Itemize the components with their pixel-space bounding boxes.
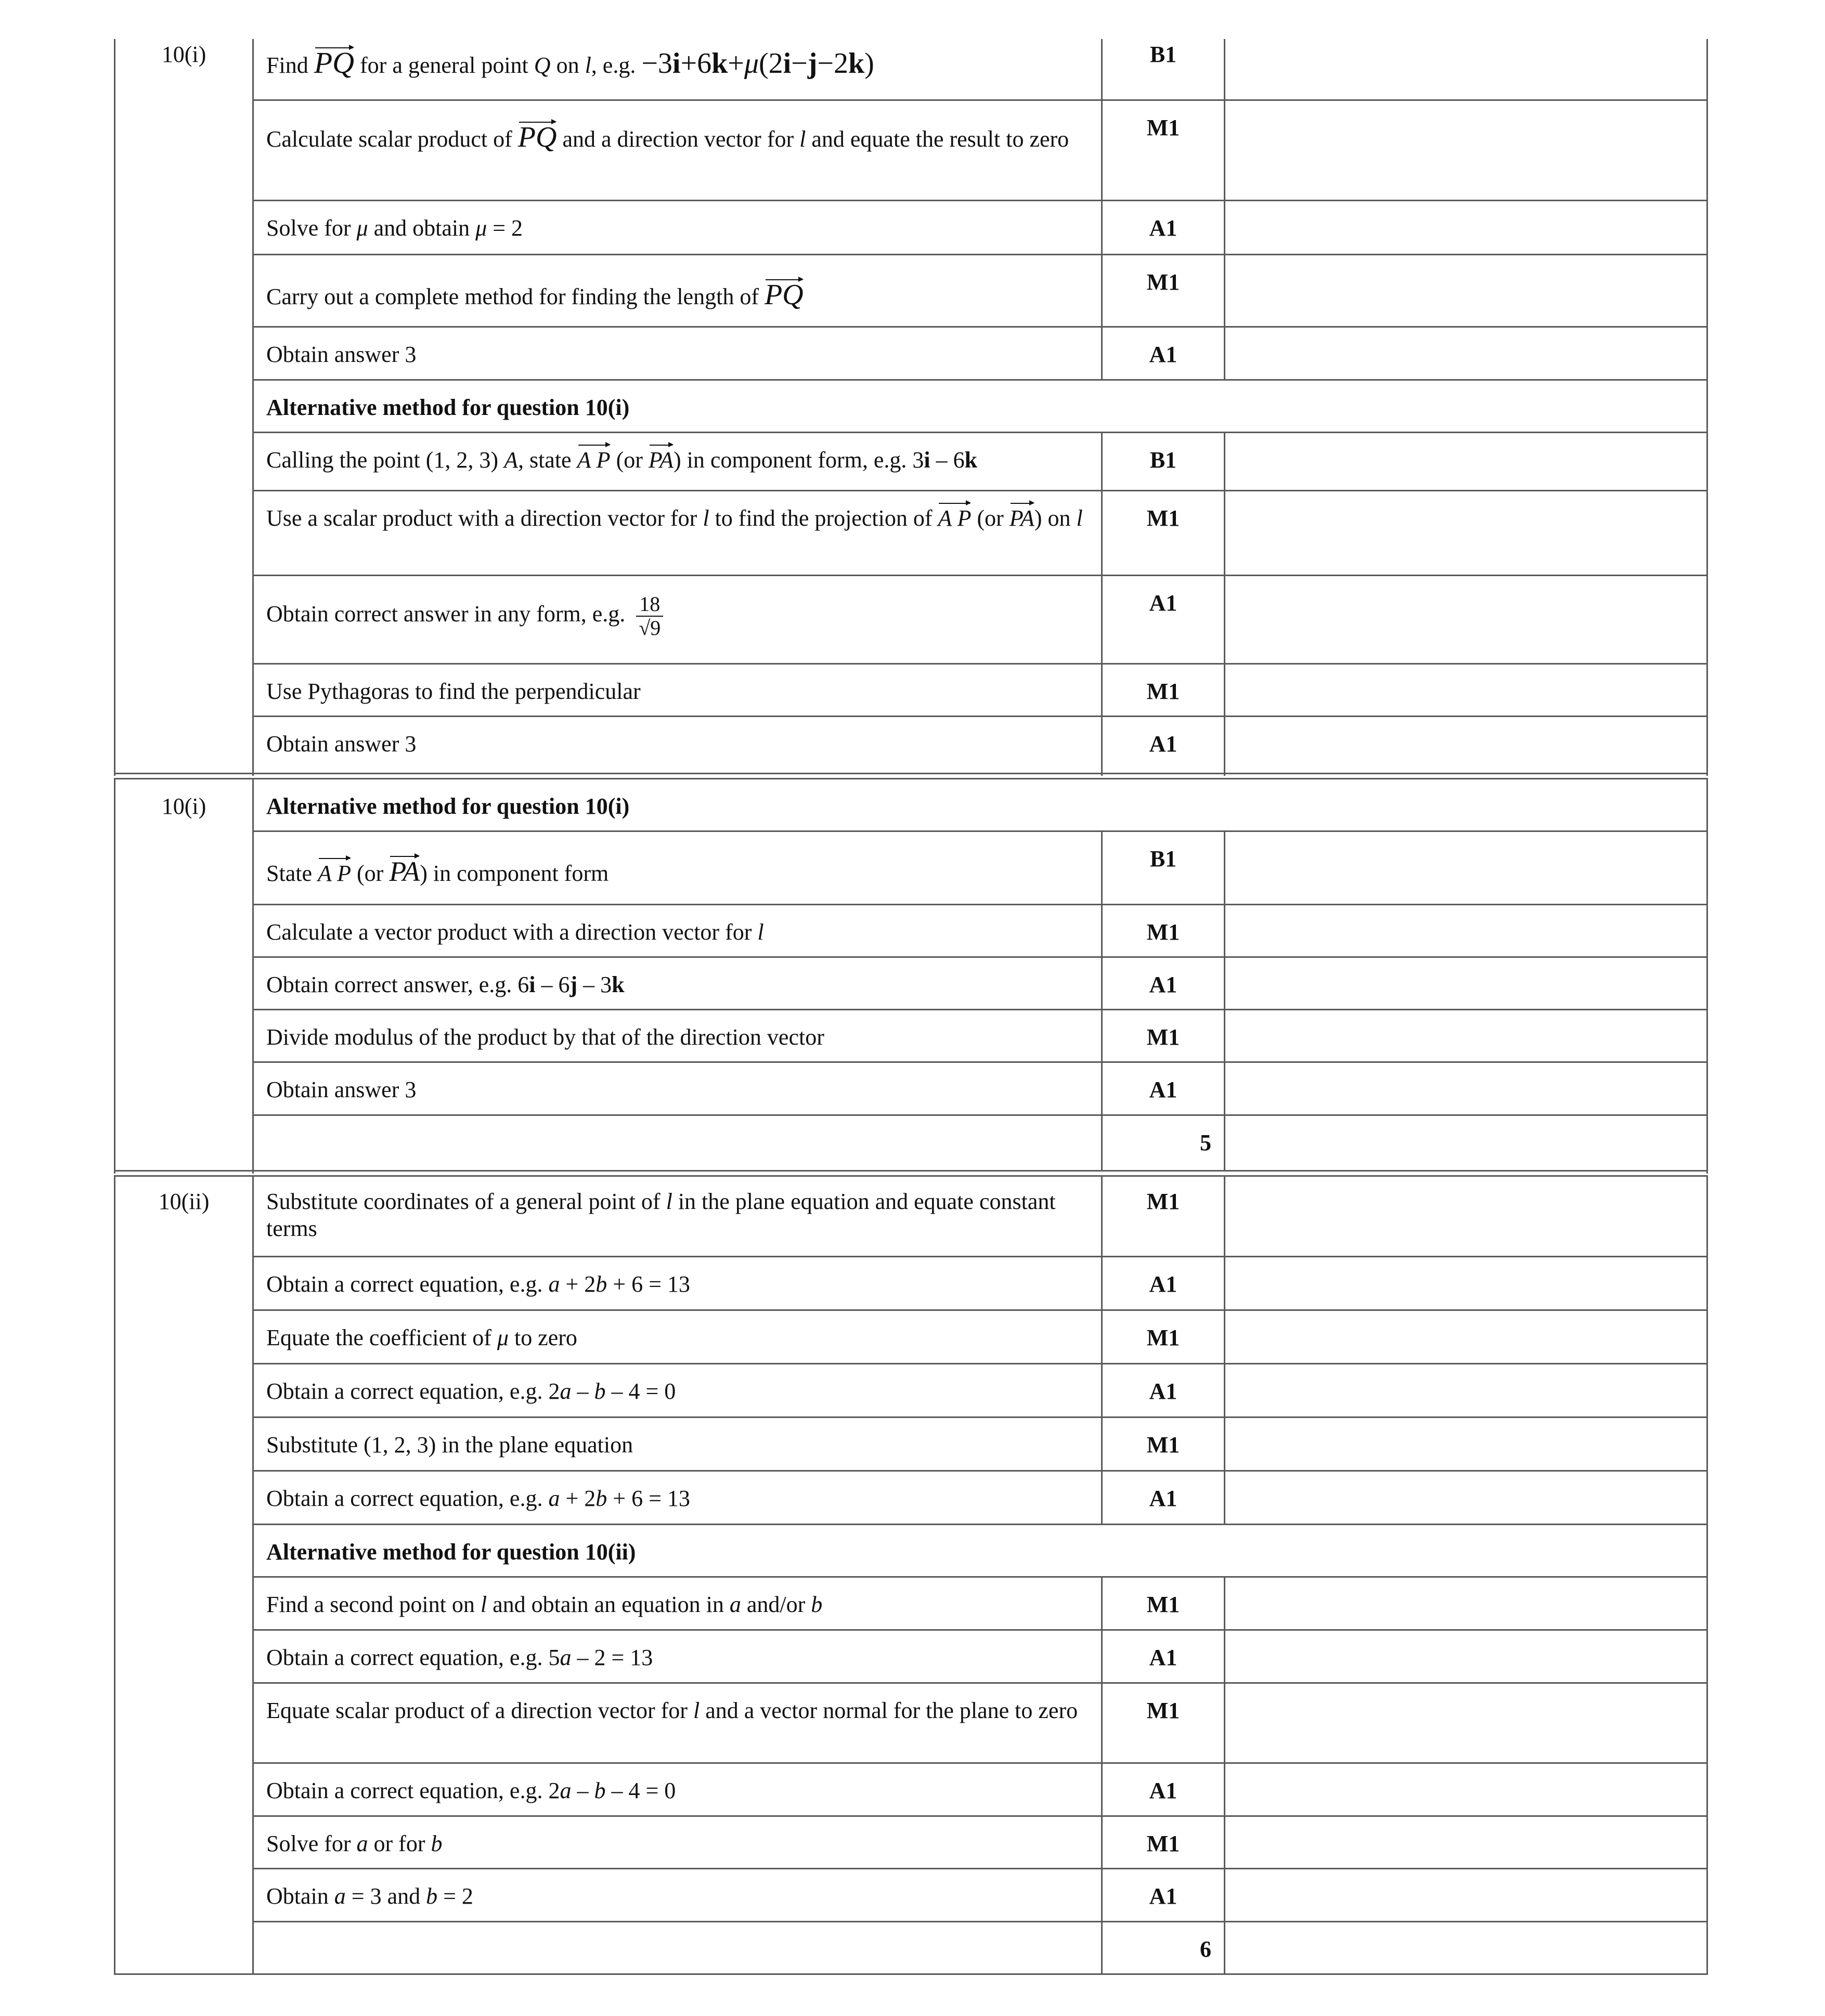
mark-cell: A1 bbox=[1103, 1472, 1225, 1524]
total-mark: 6 bbox=[1103, 1922, 1225, 1973]
mark-cell: A1 bbox=[1103, 958, 1225, 1009]
mark-cell: M1 bbox=[1103, 665, 1225, 716]
total-mark: 5 bbox=[1103, 1116, 1225, 1170]
guidance-cell bbox=[1225, 1578, 1706, 1629]
question-label: 10(i) bbox=[161, 794, 206, 819]
guidance-cell bbox=[1225, 832, 1706, 904]
answer-cell: Obtain correct answer, e.g. 6i – 6j – 3k bbox=[254, 958, 1103, 1009]
answer-cell: Obtain answer 3 bbox=[254, 1063, 1103, 1114]
mark-row bbox=[254, 101, 1706, 201]
mark-cell: A1 bbox=[1103, 1764, 1225, 1815]
guidance-cell bbox=[1225, 1684, 1706, 1762]
answer-cell: Calculate scalar product of PQ and a direction vector for l and equate the result to zero bbox=[254, 101, 1103, 200]
mark-row bbox=[254, 1063, 1706, 1116]
answer-cell: Use Pythagoras to find the perpendicular bbox=[254, 665, 1103, 716]
answer-cell: Obtain a correct equation, e.g. 5a – 2 = 13 bbox=[254, 1631, 1103, 1682]
section-separator bbox=[114, 773, 1708, 774]
mark-cell: A1 bbox=[1103, 1364, 1225, 1416]
mark-row bbox=[254, 39, 1706, 101]
mark-row bbox=[254, 1869, 1706, 1922]
guidance-cell bbox=[1225, 1817, 1706, 1868]
guidance-cell bbox=[1225, 1472, 1706, 1524]
guidance-cell bbox=[1225, 491, 1706, 575]
mark-row bbox=[254, 1684, 1706, 1764]
guidance-cell bbox=[1225, 1311, 1706, 1363]
guidance-cell bbox=[1225, 905, 1706, 956]
guidance-cell bbox=[1225, 1177, 1706, 1256]
total-row bbox=[254, 1116, 1706, 1170]
alt-method-heading-row bbox=[254, 779, 1706, 832]
guidance-cell bbox=[1225, 665, 1706, 716]
mark-cell: A1 bbox=[1103, 201, 1225, 254]
mark-row bbox=[254, 1010, 1706, 1063]
answer-cell: Substitute (1, 2, 3) in the plane equation bbox=[254, 1418, 1103, 1470]
answer-cell: State A P (or PA) in component form bbox=[254, 832, 1103, 904]
mark-row bbox=[254, 832, 1706, 905]
mark-row bbox=[254, 958, 1706, 1010]
guidance-cell bbox=[1225, 1364, 1706, 1416]
question-block-10ii bbox=[114, 1177, 1708, 1975]
answer-cell: Calling the point (1, 2, 3) A, state A P (or PA) in component form, e.g. 3i – 6k bbox=[254, 433, 1103, 490]
answer-cell: Find PQ for a general point Q on l, e.g. −3i+6k+μ(2i−j−2k) bbox=[254, 39, 1103, 99]
alt-method-heading-row bbox=[254, 1525, 1706, 1578]
mark-cell: M1 bbox=[1103, 1817, 1225, 1868]
question-block-10i bbox=[114, 39, 1708, 776]
alt-method-heading: Alternative method for question 10(i) bbox=[266, 395, 630, 420]
answer-cell: Obtain answer 3 bbox=[254, 717, 1103, 776]
answer-cell: Obtain answer 3 bbox=[254, 328, 1103, 379]
mark-row bbox=[254, 717, 1706, 776]
guidance-cell bbox=[1225, 1922, 1706, 1973]
answer-cell: Obtain a correct equation, e.g. a + 2b + 6 = 13 bbox=[254, 1472, 1103, 1524]
mark-cell: B1 bbox=[1103, 832, 1225, 904]
mark-cell: M1 bbox=[1103, 1010, 1225, 1061]
answer-cell: Equate the coefficient of μ to zero bbox=[254, 1311, 1103, 1363]
guidance-cell bbox=[1225, 1010, 1706, 1061]
answer-cell: Divide modulus of the product by that of the direction vector bbox=[254, 1010, 1103, 1061]
guidance-cell bbox=[1225, 717, 1706, 776]
guidance-cell bbox=[1225, 328, 1706, 379]
alt-method-heading: Alternative method for question 10(ii) bbox=[266, 1539, 636, 1565]
mark-cell: M1 bbox=[1103, 1684, 1225, 1762]
mark-cell: M1 bbox=[1103, 101, 1225, 200]
mark-cell: A1 bbox=[1103, 1869, 1225, 1921]
answer-cell: Use a scalar product with a direction vector for l to find the projection of A P (or PA) on l bbox=[254, 491, 1103, 575]
mark-row bbox=[254, 1418, 1706, 1472]
guidance-cell bbox=[1225, 201, 1706, 254]
answer-cell: Solve for a or for b bbox=[254, 1817, 1103, 1868]
mark-cell: B1 bbox=[1103, 433, 1225, 490]
guidance-cell bbox=[1225, 101, 1706, 200]
answer-cell: Obtain a correct equation, e.g. 2a – b – 4 = 0 bbox=[254, 1764, 1103, 1815]
guidance-cell bbox=[1225, 958, 1706, 1009]
question-block-10i-alt bbox=[114, 779, 1708, 1174]
question-label: 10(ii) bbox=[158, 1189, 210, 1214]
guidance-cell bbox=[1225, 1063, 1706, 1114]
mark-row bbox=[254, 1257, 1706, 1311]
answer-cell: Obtain a correct equation, e.g. a + 2b + 6 = 13 bbox=[254, 1257, 1103, 1309]
mark-cell: M1 bbox=[1103, 1418, 1225, 1470]
question-label: 10(i) bbox=[161, 42, 206, 67]
mark-row bbox=[254, 1311, 1706, 1364]
mark-row bbox=[254, 433, 1706, 491]
mark-cell: A1 bbox=[1103, 576, 1225, 663]
guidance-cell bbox=[1225, 1418, 1706, 1470]
answer-cell: Obtain a correct equation, e.g. 2a – b – 4 = 0 bbox=[254, 1364, 1103, 1416]
mark-row bbox=[254, 201, 1706, 255]
guidance-cell bbox=[1225, 1869, 1706, 1921]
mark-row bbox=[254, 491, 1706, 576]
answer-cell bbox=[254, 1116, 1103, 1170]
answer-cell: Calculate a vector product with a direction vector for l bbox=[254, 905, 1103, 956]
mark-row bbox=[254, 1764, 1706, 1817]
fraction: $\frac{18}{√9}$ bbox=[636, 593, 663, 640]
mark-row bbox=[254, 1817, 1706, 1869]
guidance-cell bbox=[1225, 1116, 1706, 1170]
mark-row bbox=[254, 576, 1706, 665]
mark-row bbox=[254, 665, 1706, 717]
guidance-cell bbox=[1225, 1631, 1706, 1682]
guidance-cell bbox=[1225, 1257, 1706, 1309]
mark-cell: M1 bbox=[1103, 491, 1225, 575]
mark-cell: M1 bbox=[1103, 1578, 1225, 1629]
mark-row bbox=[254, 1631, 1706, 1684]
mark-row bbox=[254, 1364, 1706, 1418]
mark-cell: A1 bbox=[1103, 1631, 1225, 1682]
mark-cell: A1 bbox=[1103, 1063, 1225, 1114]
answer-cell: Solve for μ and obtain μ = 2 bbox=[254, 201, 1103, 254]
mark-cell: A1 bbox=[1103, 328, 1225, 379]
guidance-cell bbox=[1225, 255, 1706, 326]
section-separator bbox=[114, 1170, 1708, 1172]
mark-row bbox=[254, 1177, 1706, 1257]
mark-row bbox=[254, 905, 1706, 958]
mark-cell: M1 bbox=[1103, 905, 1225, 956]
total-row bbox=[254, 1922, 1706, 1973]
mark-cell: A1 bbox=[1103, 717, 1225, 776]
mark-cell: M1 bbox=[1103, 1177, 1225, 1256]
mark-row bbox=[254, 328, 1706, 381]
mark-cell: A1 bbox=[1103, 1257, 1225, 1309]
answer-cell: Equate scalar product of a direction vector for l and a vector normal for the plane to zero bbox=[254, 1684, 1103, 1762]
alt-method-heading: Alternative method for question 10(i) bbox=[266, 794, 630, 819]
answer-cell: Obtain correct answer in any form, e.g. $\frac{18}{√9}$ bbox=[254, 576, 1103, 663]
guidance-cell bbox=[1225, 1764, 1706, 1815]
answer-cell: Substitute coordinates of a general point of l in the plane equation and equate constant terms bbox=[254, 1177, 1103, 1256]
mark-row bbox=[254, 1472, 1706, 1525]
answer-cell: Obtain a = 3 and b = 2 bbox=[254, 1869, 1103, 1921]
mark-cell: B1 bbox=[1103, 39, 1225, 99]
mark-row bbox=[254, 1578, 1706, 1631]
answer-cell bbox=[254, 1922, 1103, 1973]
mark-row bbox=[254, 255, 1706, 328]
guidance-cell bbox=[1225, 576, 1706, 663]
guidance-cell bbox=[1225, 39, 1706, 99]
guidance-cell bbox=[1225, 433, 1706, 490]
mark-cell: M1 bbox=[1103, 1311, 1225, 1363]
answer-cell: Carry out a complete method for finding the length of PQ bbox=[254, 255, 1103, 326]
alt-method-heading-row bbox=[254, 381, 1706, 433]
answer-cell: Find a second point on l and obtain an equation in a and/or b bbox=[254, 1578, 1103, 1629]
mark-cell: M1 bbox=[1103, 255, 1225, 326]
mark-scheme-sheet bbox=[114, 39, 1708, 1973]
